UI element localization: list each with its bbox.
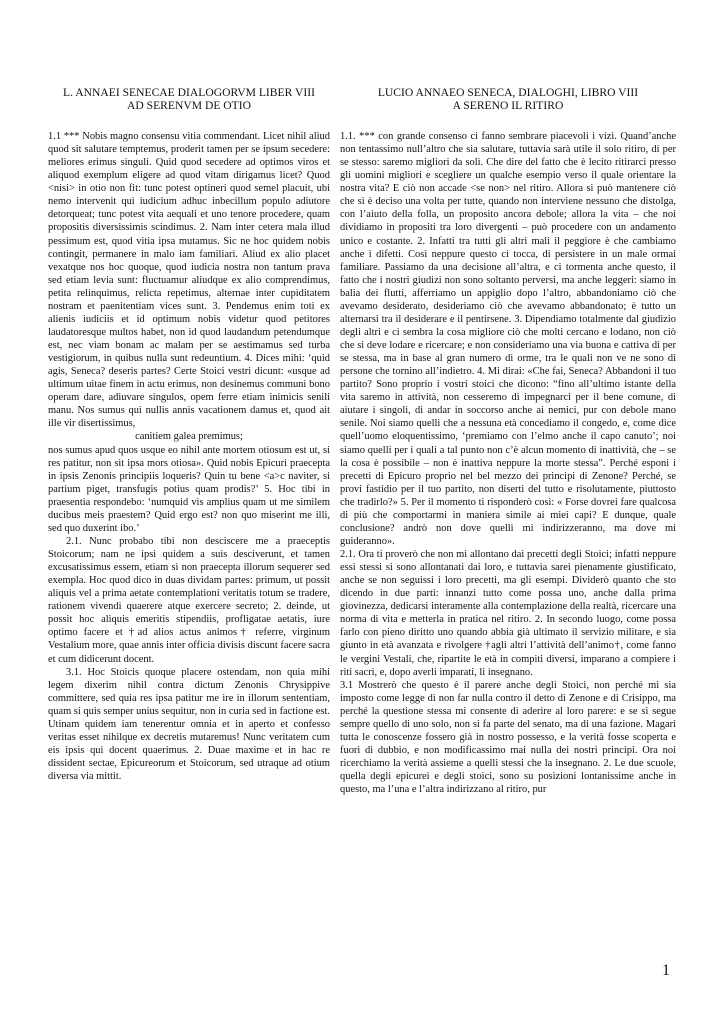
latin-paragraph: nos sumus apud quos usque eo nihil ante mortem otiosum est ut, si res patitur, non sit ipsa mors otiosa». Quid nobis Epicuri praecepta in ipsis Zenonis principiis loqueris? Quin tu bene <a>c naviter, si partium piget, transfugis potius quam prodis?’ 5. Hoc tibi in praesentia respondebo: ‘numquid vis amplius quam ut me similem ducibus meis praestem? Quid ergo est? non quo miserint me illi, sed quo duxerint ibo.’ <box>48 444 330 534</box>
italian-title-line-1: LUCIO ANNAEO SENECA, DIALOGHI, LIBRO VIII <box>377 86 639 99</box>
italian-title <box>340 86 676 112</box>
latin-column <box>48 86 330 783</box>
latin-text <box>48 130 330 783</box>
latin-paragraph: 1.1 *** Nobis magno consensu vitia commendant. Licet nihil aliud quod sit salutare temptemus, proderit tamen per se ipsum secedere: meliores erimus singuli. Quid quod secedere ad optimos viros et aliquod exemplum eligere ad quod vitam dirigamus licet? Quod <nisi> in otio non fit: tunc potest optineri quod semel placuit, ubi nemo intervenit qui iudicium adhuc inbecillum populo adiutore detorqueat; tunc potest vita aequali et uno tenore procedere, quam propositis diversissimis scindimus. 2. Nam inter cetera mala illud pessimum est, quod vitia ipsa mutamus. Sic ne hoc quidem nobis contingit, permanere in malo iam familiari. Aliud ex alio placet vexatque nos hoc quoque, quod iudicia nostra non tantum prava sed etiam levia sunt: fluctuamur aliudque ex alio comprendimus, petita relinquimus, relicta repetimus, alternae inter cupiditatem nostram et paenitentiam vices sunt. 3. Pendemus enim toti ex alienis iudiciis et id optimum nobis videtur quod petitores laudatoresque multos habet, non id quod laudandum petendumque est, nec viam bonam ac malam per se aestimamus sed turba vestigiorum, in quibus nulla sunt redeuntium. 4. Dices mihi: ‘quid agis, Seneca? deseris partes? Certe Stoici vestri dicunt: «usque ad ultimum uitae finem in actu erimus, non desinemus communi bono operam dare, adiuvare singulos, opem ferre etiam inimicis senili manu. Nos sumus qui nullis annis vacationem damus et, quod ait ille vir disertissimus, <box>48 131 330 430</box>
latin-title-line-1: L. ANNAEI SENECAE DIALOGORVM LIBER VIII <box>63 86 315 99</box>
latin-paragraph: 3.1. Hoc Stoicis quoque placere ostendam, non quia mihi legem dixerim nihil contra dictum Zenonis Chrysippive committere, sed quia res ipsa patitur me ire in illorum sententiam, quam si quis semper unius sequitur, non in curia sed in factione est. Utinam quidem iam tenerentur omnia et in aperto et confesso veritas esset nihilque ex decretis mutaremus! Nunc veritatem cum eis ipsis qui docent quaerimus. 2. Duae maxime et in hac re dissident sectae, Epicureorum et Stoicorum, sed utraque ad otium diversa via mittit. <box>48 666 330 783</box>
latin-title <box>48 86 330 112</box>
latin-paragraph: canitiem galea premimus; <box>135 431 243 443</box>
italian-column <box>340 86 676 796</box>
italian-paragraph: 3.1 Mostrerò che questo è il parere anche degli Stoici, non perché mi sia imposto come legge di non far nulla contro il detto di Zenone e di Crisippo, ma perché la questione stessa mi consente di aderire al loro parere: e se si segue sempre quello di uno solo, non si fa parte del senato, ma di una fazione. Magari tutta le conoscenze fossero già in nostro possesso, e la verità fosse scoperta e fuori di dubbio, e non modificassimo mai nulla dei nostri principi. Ora noi ricerchiamo la verità assieme a quelli stessi che la insegnano. 2. Le due scuole, quella degli epicurei e degli stoici, sono su posizioni lontanissime anche in questo, ma l’una e l’altra indirizzano al ritiro, pur <box>340 679 676 796</box>
latin-paragraph: 2.1. Nunc probabo tibi non desciscere me a praeceptis Stoicorum; nam ne ipsi quidem a suis desciverunt, et tamen excusatissimus essem, etiam si non praecepta illorum sequerer sed exempla. Hoc quod dico in duas dividam partes: primum, ut possit aliquis vel a prima aetate contemplationi veritatis totum se tradere, rationem vivendi quaerere atque exercere secreto; 2. deinde, ut possit hoc aliquis emeritis stipendiis, profligatae aetatis, iure optimo facere et †ad alios actus animos† referre, virginum Vestalium more, quae annis inter officia divisis discunt facere sacra et cum didicerunt docent. <box>48 535 330 665</box>
italian-text <box>340 130 676 796</box>
italian-paragraph: 2.1. Ora ti proverò che non mi allontano dai precetti degli Stoici; infatti neppure essi stessi si sono allontanati dai loro, e tuttavia sarei pienamente giustificato, anche se non seguissi i loro precetti, ma gli esempi. Dividerò quanto che sto dicendo in due parti: innanzi tutto come possa uno, anche dalla prima giovinezza, dedicarsi interamente alla contemplazione della realtà, ricercare una norma di vita e metterla in pratica nel ritiro. 2. In secondo luogo, come possa farlo con pieno diritto uno quando abbia già ultimato il servizio militare, e sia giunto in età avanzata e rivolgere †agli altri l’attività dell’animo†, come fanno le vergini Vestali, che, ripartite le età in compiti diversi, imparano a compiere i riti sacri, e, dopo averli imparati, li insegnano. <box>340 549 676 678</box>
page-number: 1 <box>662 962 670 979</box>
latin-title-line-2: AD SERENVM DE OTIO <box>127 99 251 112</box>
italian-title-line-2: A SERENO IL RITIRO <box>452 99 564 112</box>
italian-paragraph: 1.1. *** con grande consenso ci fanno sembrare piacevoli i vizi. Quand’anche non tentassimo null’altro che sia salutare, tuttavia sarà utile il solo ritiro, di per se stesso: saremo migliori da soli. Che dire del fatto che è lecito ritirarci presso gli uomini migliori e scegliere un qualche esempio verso il quale orientare la nostra vita? E ciò non accade <se non> nel ritiro. Allora si può mantenere ciò che si è deciso una volta per tutte, quando non interviene nessuno che distolga, con l’aiuto della folla, un proposito ancora debole; allora la vita – che noi dividiamo in propositi tra loro divergenti – può procedere con un andamento unico e costante. 2. Infatti tra tutti gli altri mali il peggiore è che cambiamo anche i difetti. Così neppure questo ci tocca, di persistere in un male ormai familiare. Passiamo da una decisione all’altra, e ci tormenta anche questo, il fatto che i nostri giudizi non sono soltanto perversi, ma anche leggeri: siamo in balia dei flutti, afferriamo un appiglio dopo l’altro, abbandoniamo ciò che avevamo desiderato, desideriamo ciò che avevamo abbandonato; è tutto un alternarsi tra il desiderare e il pentirsene. 3. Dipendiamo totalmente dal giudizio degli altri e ci sembra la cosa migliore ciò che molti cercano e lodano, non ciò che si deve lodare e ricercare; e non consideriamo una via buona e cattiva di per se stessa, ma in base al gran numero di orme, tra le quali non ve ne sono di persone che tornino all’indietro. 4. Mi dirai: «Che fai, Seneca? Abbandoni il tuo partito? Sono proprio i vostri stoici che dicono: “fino all’ultimo istante della vita saremo in attività, non cesseremo di impegnarci per il bene comune, di aiutare i singoli, di andar in soccorso anche ai nemici, pur con debole mano senile. Noi siamo quelli che a nessuna età concediamo il congedo, e, come dice quell’uomo eloquentissimo, ‘premiamo con l’elmo anche il capo canuto’; noi siamo quelli per i quali a tal punto non c’è alcun momento di inattività, che – se la cosa è possibile – non è inattiva neppure la morte stessa”. Perché esponi i precetti di Epicuro proprio nel bel mezzo dei principi di Zenone? Perché, se provi fastidio per il tuo partito, non diserti del tutto e risolutamente, piuttosto che tradirlo?» 5. Per il momento ti risponderò così: « Forse dovrei fare qualcosa di più che comportarmi in maniera simile ai miei capi? E dunque, quale conclusione? andrò non dove quelli mi indirizzeranno, ma dove mi guideranno». <box>340 131 676 547</box>
